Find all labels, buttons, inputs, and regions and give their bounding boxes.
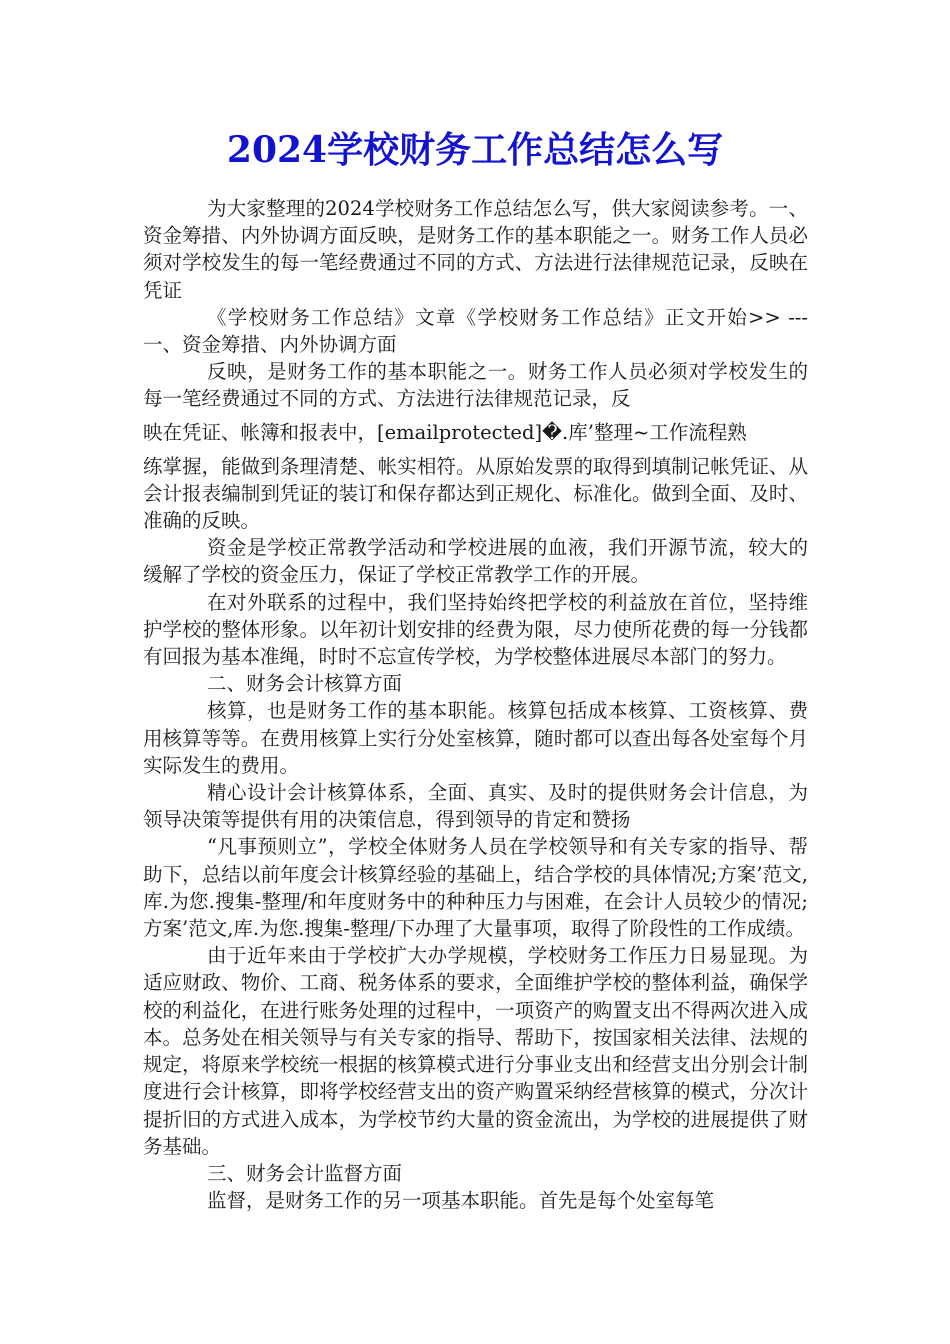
paragraph: “凡事预则立”，学校全体财务人员在学校领导和有关专家的指导、帮助下，总结以前年度会计核算经验的基础上，结合学校的具体情况;方案’范文,库.为您.搜集-整理/和年度财务中的种种压力与困难，在会计人员较少的情况;方案’范文,库.为您.搜集-整理/下办理了大量事项，取得了阶段性的工作成绩。 (143, 835, 808, 941)
paragraph: 为大家整理的2024学校财务工作总结怎么写，供大家阅读参考。一、资金筹措、内外协调方面反映，是财务工作的基本职能之一。财务工作人员必须对学校发生的每一笔经费通过不同的方式、方法进行法律规范记录，反映在凭证 (143, 197, 808, 302)
paragraph: 由于近年来由于学校扩大办学规模，学校财务工作压力日易显现。为适应财政、物价、工商、税务体系的要求，全面维护学校的整体利益，确保学校的利益化，在进行账务处理的过程中，一项资产的购置支出不得两次进入成本。总务处在相关领导与有关专家的指导、帮助下，按国家相关法律、法规的规定，将原来学校统一根据的核算模式进行分事业支出和经营支出分别会计制度进行会计核算，即将学校经营支出的资产购置采纳经营核算的模式，分次计提折旧的方式进入成本，为学校节约大量的资金流出，为学校的进展提供了财务基础。 (143, 944, 808, 1158)
paragraph: 资金是学校正常教学活动和学校进展的血液，我们开源节流，较大的缓解了学校的资金压力，保证了学校正常教学工作的开展。 (143, 536, 808, 587)
paragraph: 精心设计会计核算体系，全面、真实、及时的提供财务会计信息，为领导决策等提供有用的决策信息，得到领导的肯定和赞扬 (143, 781, 808, 832)
paragraph: 在对外联系的过程中，我们坚持始终把学校的利益放在首位，坚持维护学校的整体形象。以年初计划安排的经费为限，尽力使所花费的每一分钱都有回报为基本准绳，时时不忘宣传学校，为学校整体进展尽本部门的努力。 (143, 590, 808, 669)
document-title: 2024学校财务工作总结怎么写 (226, 129, 724, 171)
paragraph: 《学校财务工作总结》文章《学校财务工作总结》正文开始>> ---一、资金筹措、内外协调方面 (143, 305, 808, 357)
paragraph: 监督，是财务工作的另一项基本职能。首先是每个处室每笔 (207, 1189, 715, 1213)
paragraph: 映在凭证、帐簿和报表中，[emailprotected]�.库’整理~工作流程熟 (143, 420, 747, 444)
paragraph: 核算，也是财务工作的基本职能。核算包括成本核算、工资核算、费用核算等等。在费用核算上实行分处室核算，随时都可以查出每各处室每个月实际发生的费用。 (143, 699, 808, 777)
section-heading: 二、财务会计核算方面 (207, 672, 403, 696)
paragraph: 反映，是财务工作的基本职能之一。财务工作人员必须对学校发生的每一笔经费通过不同的方式、方法进行法律规范记录，反 (143, 360, 808, 411)
document-body (143, 195, 808, 1214)
section-heading: 三、财务会计监督方面 (207, 1161, 403, 1185)
paragraph: 练掌握，能做到条理清楚、帐实相符。从原始发票的取得到填制记帐凭证、从会计报表编制到凭证的装订和保存都达到正规化、标准化。做到全面、及时、准确的反映。 (143, 454, 808, 533)
